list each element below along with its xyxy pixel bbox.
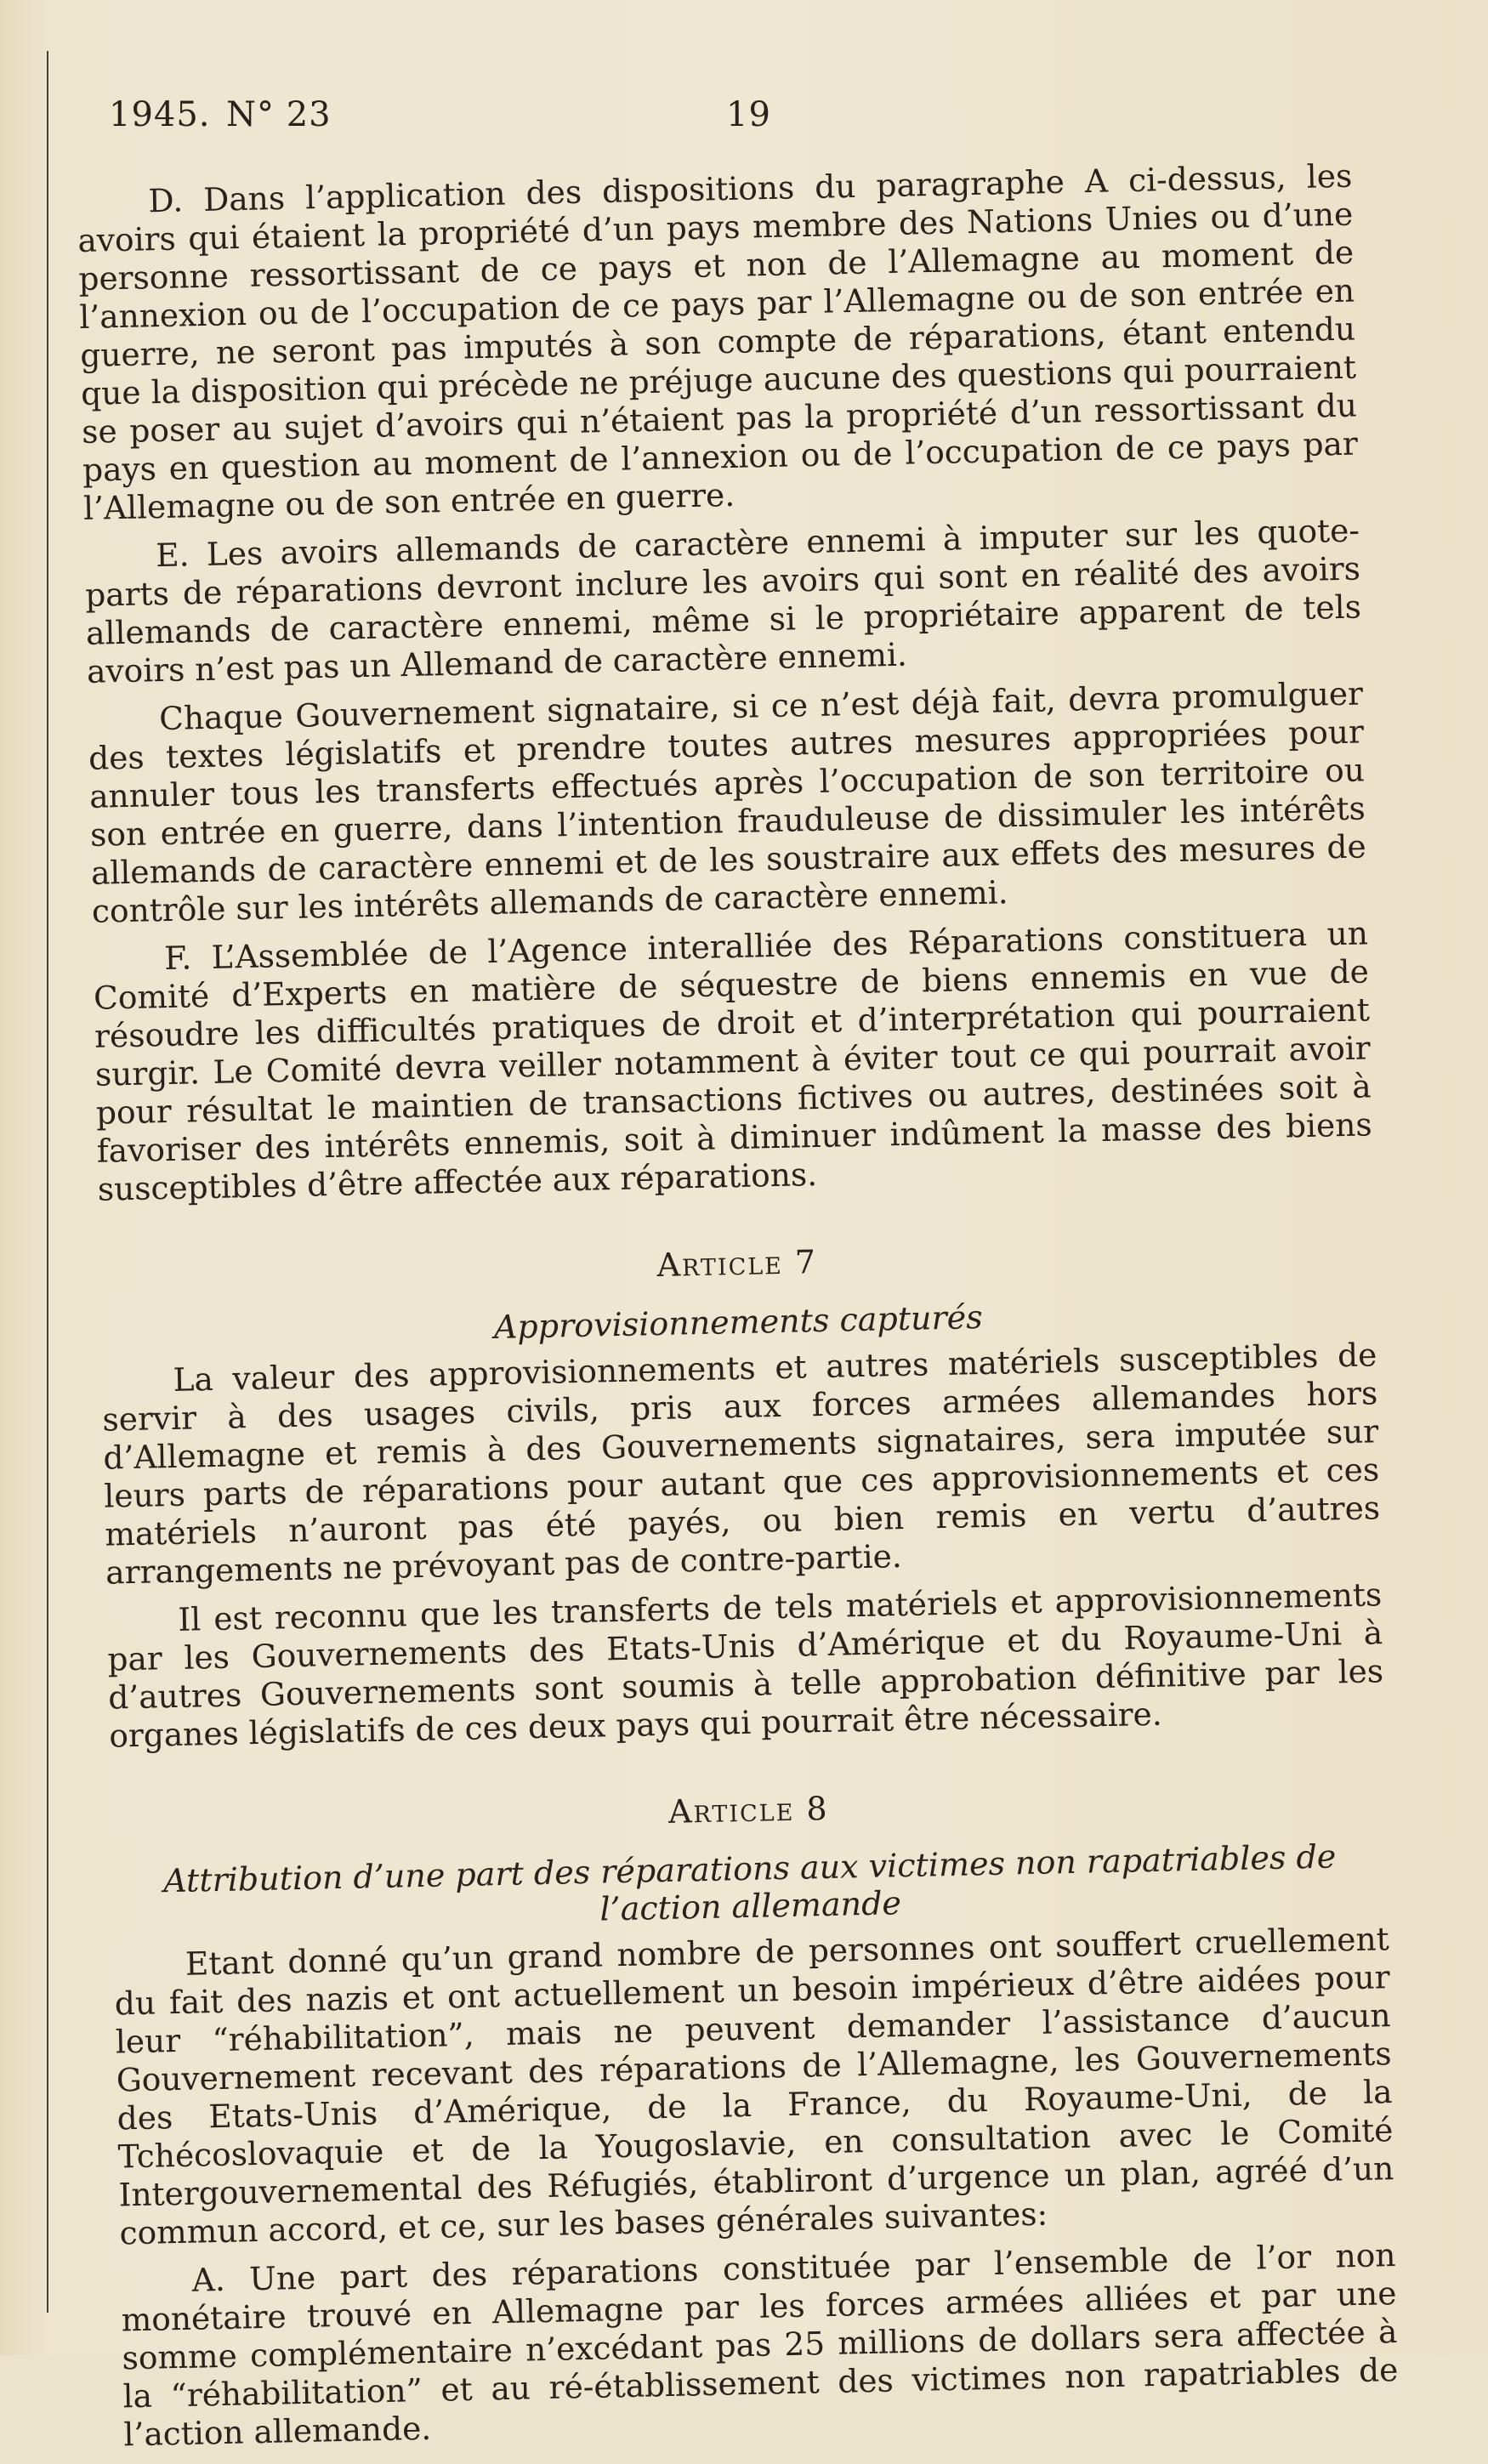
header-year: 1945. [109,95,211,134]
article-8-paragraph-a: A. Une part des réparations constituée par l’ensemble de l’or non monétaire trouvé en Allemagne par les forces armées alliées et par une somme complémentaire n’excédant pas 25 millions de dollars sera affectée à la “réhabilitation” et au ré-établissement des victimes non rapatriables de l’action allemande. [121,2236,1399,2454]
paragraph-d: D. Dans l’application des dispositions du paragraphe A ci-dessus, les avoirs qui étaient la propriété d’un pays membre des Nations Unies ou d’une personne ressortissant de ce pays et non de l’Allemagne au moment de l’annexion ou de l’occupation de ce pays par l’Allemagne ou de son entrée en guerre, ne seront pas imputés à son compte de réparations, étant entendu que la disposition qui précède ne préjuge aucune des questions qui pourraient se poser au sujet d’avoirs qui n’étaient pas la propriété d’un ressortissant du pays en question au moment de l’annexion ou de l’occupation de ce pays par l’Allemagne ou de son entrée en guerre. [77,156,1359,527]
article-7-subtitle: Approvisionnements capturés [493,1297,984,1347]
paragraph-f: F. L’Assemblée de l’Agence interalliée des Réparations constituera un Comité d’Experts en matière de séquestre de biens ennemis en vue de résoudre les difficultés pratiques de droit et d’interprétation qui pourraient surgir. Le Comité devra veiller notamment à éviter tout ce qui pourrait avoir pour résultat le maintien de transactions fictives ou autres, destinées soit à favoriser des intérêts ennemis, soit à diminuer indûment la masse des biens susceptibles d’être affectée aux réparations. [93,914,1373,1208]
document-body [77,157,1400,2464]
binding-edge-line [47,51,48,2313]
article-8-subtitle: Attribution d’une part des réparations aux victimes non rapatriables de l’action allemande [162,1837,1337,1928]
article-7-paragraph-2: Il est reconnu que les transferts de tels matériels et approvisionnements par les Gouvernements des Etats-Unis d’Amérique et du Royaume-Uni à d’autres Gouvernements sont soumis à telle approbation définitive par les organes législatifs de ces deux pays qui pourrait être nécessaire. [106,1575,1384,1755]
page-number: 19 [726,95,771,134]
page-header [109,95,1367,146]
header-number: N° 23 [226,95,332,134]
article-7-heading: Article 7 [656,1243,818,1284]
article-8-heading: Article 8 [667,1789,830,1831]
article-8-paragraph-1: Etant donné qu’un grand nombre de personnes ont souffert cruellement du fait des nazis et ont actuellement un besoin impérieux d’être aidées pour leur “réhabilitation”, mais ne peuvent demander l’assistance d’aucun Gouvernement recevant des réparations de l’Allemagne, les Gouvernements des Etats-Unis d’Amérique, de la France, du Royaume-Uni, de la Tchécoslovaquie et de la Yougoslavie, en consultation avec le Comité Intergouvernemental des Réfugiés, établiront d’urgence un plan, agréé d’un commun accord, et ce, sur les bases générales suivantes: [114,1920,1394,2252]
article-7-paragraph-1: La valeur des approvisionnements et autres matériels susceptibles de servir à des usages civils, pris aux forces armées allemandes hors d’Allemagne et remis à des Gouvernements signataires, sera imputée sur leurs parts de réparations pour autant que ces approvisionnements et ces matériels n’auront pas été payés, ou bien remis en vertu d’autres arrangements ne prévoyant pas de contre-partie. [102,1336,1381,1592]
paragraph-e: E. Les avoirs allemands de caractère ennemi à imputer sur les quote-parts de réparations devront inclure les avoirs qui sont en réalité des avoirs allemands de caractère ennemi, même si le propriétaire apparent de tels avoirs n’est pas un Allemand de caractère ennemi. [84,511,1362,690]
paragraph-chaque-gouvernement: Chaque Gouvernement signataire, si ce n’est déjà fait, devra promulguer des textes législatifs et prendre toutes autres mesures appropriées pour annuler tous les transferts effectués après l’occupation de son territoire ou son entrée en guerre, dans l’intention frauduleuse de dissimuler les intérêts allemands de caractère ennemi et de les soustraire aux effets des mesures de contrôle sur les intérêts allemands de caractère ennemi. [88,674,1367,930]
